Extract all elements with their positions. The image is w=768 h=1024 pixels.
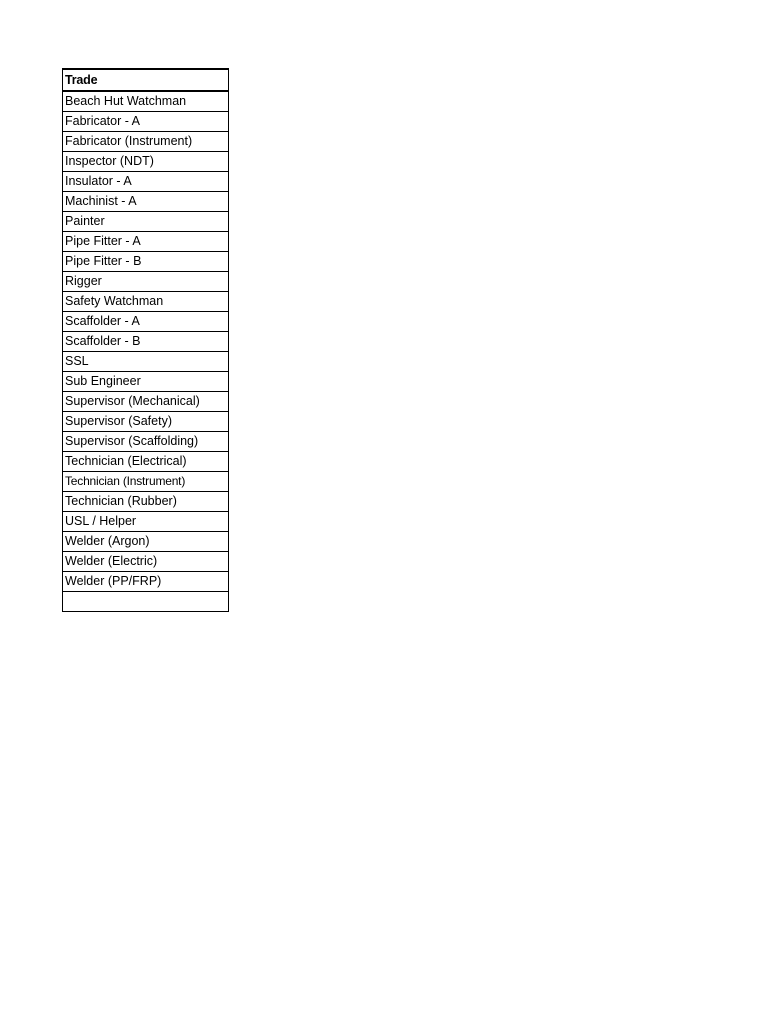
table-row	[63, 452, 229, 472]
trade-cell: Supervisor (Mechanical)	[63, 392, 229, 412]
trade-cell: Beach Hut Watchman	[63, 91, 229, 112]
trade-cell: Supervisor (Safety)	[63, 412, 229, 432]
table-row	[63, 552, 229, 572]
trade-cell: Inspector (NDT)	[63, 152, 229, 172]
trade-cell: Technician (Instrument)	[63, 472, 229, 492]
trade-cell: Fabricator (Instrument)	[63, 132, 229, 152]
trade-cell: Fabricator - A	[63, 112, 229, 132]
trade-table	[62, 68, 229, 612]
table-row	[63, 212, 229, 232]
trade-cell: USL / Helper	[63, 512, 229, 532]
trade-cell: Welder (PP/FRP)	[63, 572, 229, 592]
trade-cell: Supervisor (Scaffolding)	[63, 432, 229, 452]
trade-cell: Sub Engineer	[63, 372, 229, 392]
table-row	[63, 112, 229, 132]
table-row	[63, 292, 229, 312]
table-row	[63, 332, 229, 352]
trade-cell: Technician (Electrical)	[63, 452, 229, 472]
table-row	[63, 372, 229, 392]
trade-cell: Safety Watchman	[63, 292, 229, 312]
trade-cell: Machinist - A	[63, 192, 229, 212]
table-row	[63, 232, 229, 252]
trade-cell: Pipe Fitter - A	[63, 232, 229, 252]
table-row	[63, 492, 229, 512]
trade-cell: Insulator - A	[63, 172, 229, 192]
table-row	[63, 412, 229, 432]
table-row	[63, 312, 229, 332]
table-row	[63, 592, 229, 612]
trade-cell: Welder (Electric)	[63, 552, 229, 572]
trade-column-header: Trade	[63, 69, 229, 91]
table-row	[63, 532, 229, 552]
table-row	[63, 352, 229, 372]
trade-cell: Welder (Argon)	[63, 532, 229, 552]
trade-cell: Scaffolder - A	[63, 312, 229, 332]
trade-cell: Technician (Rubber)	[63, 492, 229, 512]
table-row	[63, 252, 229, 272]
table-row	[63, 432, 229, 452]
trade-cell: SSL	[63, 352, 229, 372]
table-row	[63, 272, 229, 292]
table-row	[63, 392, 229, 412]
table-row	[63, 472, 229, 492]
trade-cell: Scaffolder - B	[63, 332, 229, 352]
trade-cell: Painter	[63, 212, 229, 232]
trade-cell: Pipe Fitter - B	[63, 252, 229, 272]
trade-cell: Rigger	[63, 272, 229, 292]
table-header-row	[63, 69, 229, 91]
table-row	[63, 132, 229, 152]
table-row	[63, 572, 229, 592]
table-row	[63, 91, 229, 112]
table-row	[63, 512, 229, 532]
table-row	[63, 152, 229, 172]
empty-cell	[63, 592, 229, 612]
table-row	[63, 192, 229, 212]
table-row	[63, 172, 229, 192]
